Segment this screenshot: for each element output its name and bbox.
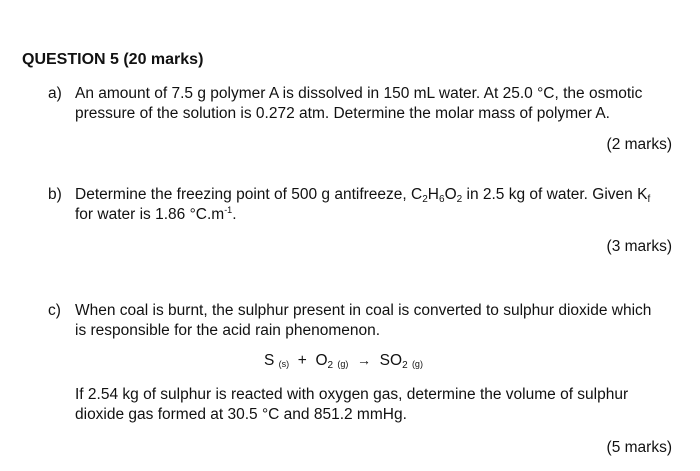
part-a-marks: (2 marks): [606, 136, 672, 153]
part-b-line-2-pre: for water is 1.86 °C.m: [75, 206, 225, 223]
part-c-line-1: When coal is burnt, the sulphur present in coal is converted to sulphur dioxide which: [75, 302, 652, 319]
part-a-line-2: pressure of the solution is 0.272 atm. Determine the molar mass of polymer A.: [75, 105, 610, 122]
eq-sulphur: S: [264, 352, 275, 369]
part-b-line-1-post: in 2.5 kg of water. Given K: [462, 186, 648, 203]
formula-subscript: 2: [422, 194, 428, 205]
part-a-label: a): [48, 85, 62, 102]
question-title: QUESTION 5 (20 marks): [22, 51, 204, 68]
eq-sulphur-dioxide: SO: [379, 352, 403, 369]
part-b-line-2-post: .: [232, 206, 237, 223]
part-c-label: c): [48, 302, 61, 319]
formula-subscript: 2: [456, 194, 463, 205]
eq-sulphur-dioxide-state: (g): [411, 359, 423, 369]
kf-subscript: f: [647, 194, 651, 205]
part-b-marks: (3 marks): [606, 238, 672, 255]
eq-oxygen-state: (g): [337, 359, 349, 369]
unit-superscript: -1: [224, 205, 233, 215]
part-c-line-3: If 2.54 kg of sulphur is reacted with oxygen gas, determine the volume of sulphur: [75, 386, 629, 403]
part-b-line-1: [75, 186, 650, 204]
part-b-line-2: [75, 206, 237, 224]
part-a-line-1: An amount of 7.5 g polymer A is dissolved in 150 mL water. At 25.0 °C, the osmotic: [75, 85, 643, 102]
eq-sulphur-state: (s): [278, 359, 290, 369]
part-c-line-2: is responsible for the acid rain phenomenon.: [75, 322, 381, 339]
formula-h: H: [427, 186, 439, 203]
part-b-label: b): [48, 186, 62, 203]
right-arrow-icon: →: [357, 352, 372, 368]
part-c-marks: (5 marks): [606, 439, 672, 456]
eq-sulphur-dioxide-subscript: 2: [402, 360, 408, 371]
formula-o: O: [444, 186, 457, 203]
part-b-line-1-pre: Determine the freezing point of 500 g antifreeze, C: [75, 186, 423, 203]
reaction-equation: [264, 352, 423, 370]
eq-plus: +: [297, 352, 307, 369]
eq-oxygen-subscript: 2: [327, 360, 334, 371]
formula-subscript: 6: [439, 194, 445, 205]
part-c-line-4: dioxide gas formed at 30.5 °C and 851.2 mmHg.: [75, 406, 407, 423]
eq-oxygen: O: [315, 352, 328, 369]
